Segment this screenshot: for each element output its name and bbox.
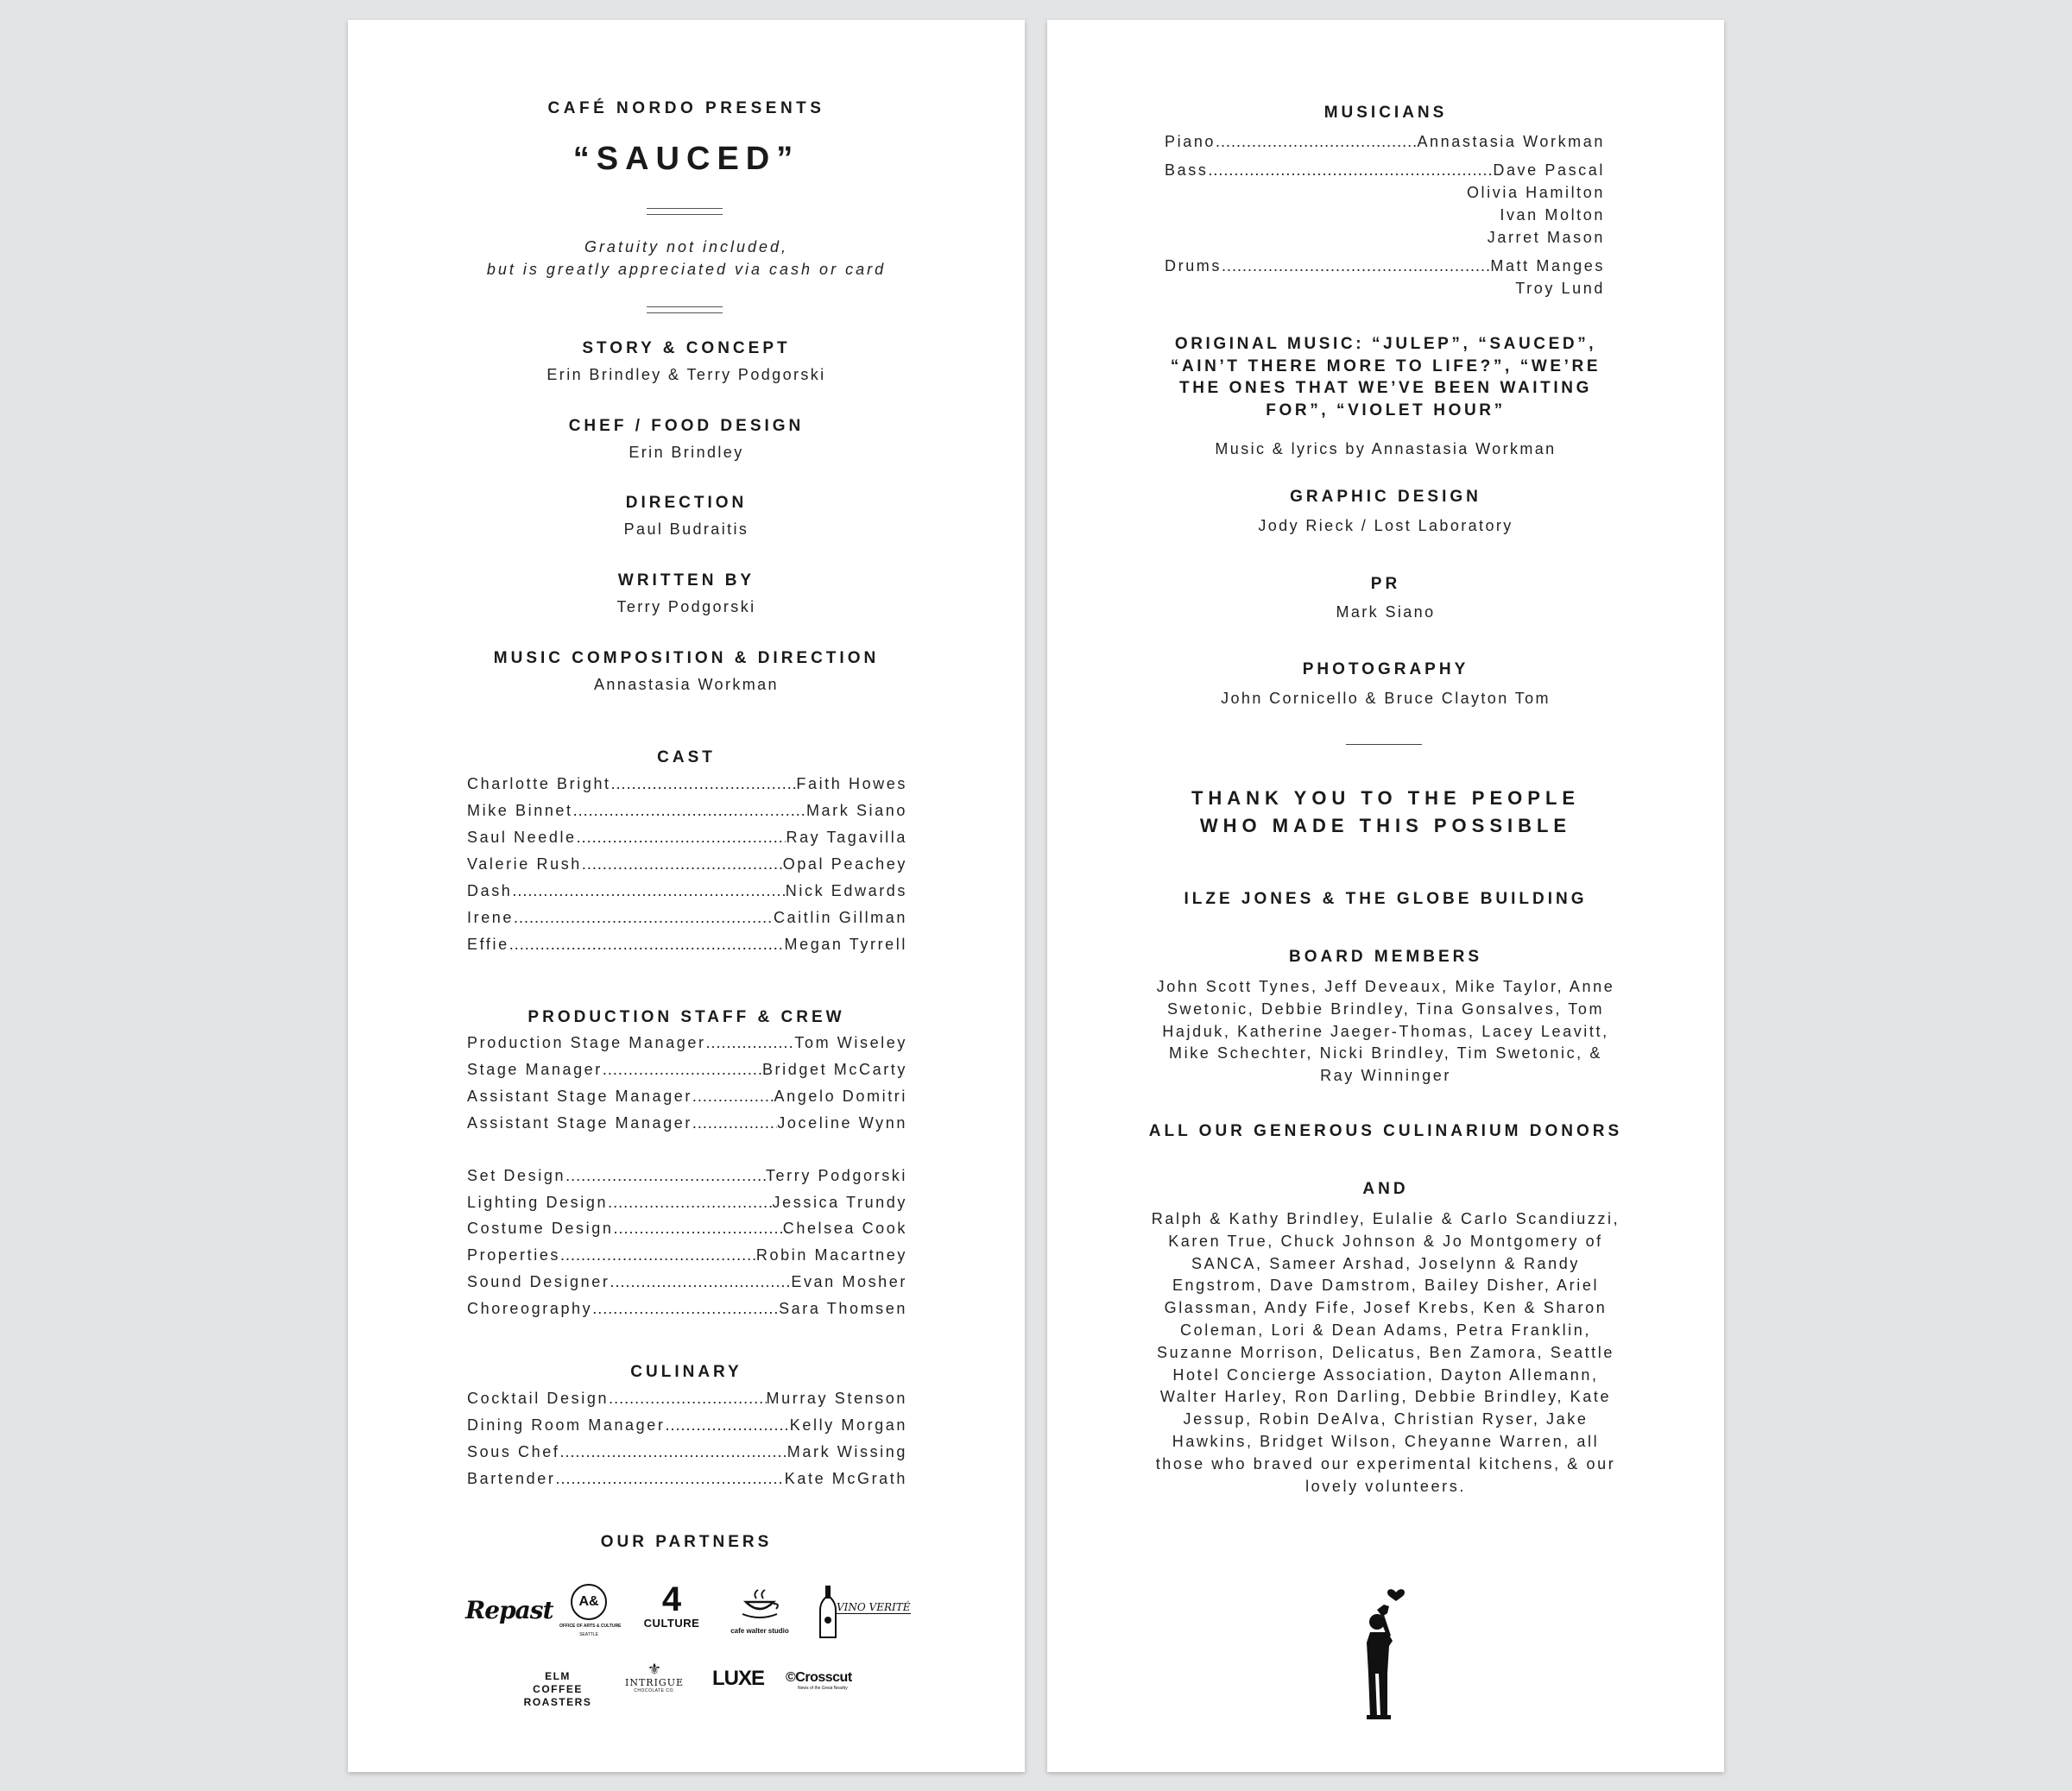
program-page-right bbox=[1047, 20, 1724, 1772]
design-row: Choreography ..... Sara Thomsen bbox=[467, 1300, 907, 1318]
cast-row: Valerie Rush ..... Opal Peachey bbox=[467, 855, 907, 873]
musician-name: Jarret Mason bbox=[1487, 229, 1605, 246]
donor-list: Ralph & Kathy Brindley, Eulalie & Carlo Scandiuzzi, Karen True, Chuck Johnson & Jo Montgomery of SANCA, Sameer Arshad, Joselynn & Randy Engstrom, Dave Damstrom, Bailey Disher, Ariel Glassman, Andy Fife, Josef Krebs, Ken & Sharon Coleman, Lori & Dean Adams, Petra Franklin, Suzanne Morrison, Delicatus, Ben Zamora, Seattle Hotel Concierge Association, Dayton Allemann, Walter Harley, Ron Darling, Debbie Brindley, Kate Jessup, Robin DeAlva, Christian Ryser, Jake Hawkins, Bridget Wilson, Cheyanne Warren, all those who braved our experimental kitchens, & our lovely volunteers. bbox=[1151, 1210, 1620, 1495]
arts-culture-logo: A& OFFICE OF ARTS & CULTURE SEATTLE bbox=[559, 1584, 618, 1655]
section-divider bbox=[1346, 744, 1422, 745]
design-row: Lighting Design ..... Jessica Trundy bbox=[467, 1194, 907, 1212]
cast-row: Effie ..... Megan Tyrrell bbox=[467, 936, 907, 954]
crosscut-mark-icon: © bbox=[786, 1670, 796, 1685]
partners-heading: OUR PARTNERS bbox=[600, 1533, 773, 1551]
drinking-man-silhouette-icon bbox=[1358, 1580, 1418, 1723]
elm-coffee-logo: ELM COFFEE ROASTERS bbox=[523, 1670, 592, 1708]
credit-heading: WRITTEN BY bbox=[617, 571, 755, 590]
crew-row: Assistant Stage Manager ..... Joceline Wynn bbox=[467, 1114, 907, 1132]
cafe-walter-logo: cafe walter studio bbox=[721, 1586, 799, 1643]
culinary-row: Bartender ..... Kate McGrath bbox=[467, 1470, 907, 1488]
musician-row: Piano ..... Annastasia Workman bbox=[1165, 133, 1605, 151]
coffee-cup-icon bbox=[737, 1586, 782, 1621]
credit-value: Terry Podgorski bbox=[616, 598, 756, 615]
cast-row: Saul Needle ..... Ray Tagavilla bbox=[467, 829, 907, 847]
culinary-row: Dining Room Manager ..... Kelly Morgan bbox=[467, 1416, 907, 1435]
musician-name: Troy Lund bbox=[1515, 280, 1605, 297]
thank-you-heading: THANK YOU TO THE PEOPLE WHO MADE THIS POSSIBLE bbox=[1191, 787, 1581, 836]
design-row: Sound Designer ..... Evan Mosher bbox=[467, 1273, 907, 1291]
photography-heading: PHOTOGRAPHY bbox=[1302, 660, 1469, 678]
original-music-heading: ORIGINAL MUSIC: “JULEP”, “SAUCED”, “AIN’T THERE MORE TO LIFE?”, “WE’RE THE ONES THAT WE’VE BEEN WAITING FOR”, “VIOLET HOUR” bbox=[1170, 335, 1601, 419]
design-row: Set Design ..... Terry Podgorski bbox=[467, 1167, 907, 1185]
gratuity-note-line-2: but is greatly appreciated via cash or card bbox=[486, 261, 887, 278]
musician-row: Bass ..... Dave Pascal bbox=[1165, 161, 1605, 180]
and-heading: AND bbox=[1362, 1180, 1409, 1198]
luxe-logo: LUXE bbox=[711, 1667, 764, 1690]
crew-row: Stage Manager ..... Bridget McCarty bbox=[467, 1061, 907, 1079]
pr-credit: Mark Siano bbox=[1336, 603, 1436, 621]
design-row: Costume Design ..... Chelsea Cook bbox=[467, 1220, 907, 1238]
pr-heading: PR bbox=[1370, 575, 1401, 593]
crew-row: Production Stage Manager ..... Tom Wiseley bbox=[467, 1034, 907, 1052]
cast-row: Dash ..... Nick Edwards bbox=[467, 882, 907, 900]
donors-heading: ALL OUR GENEROUS CULINARIUM DONORS bbox=[1148, 1122, 1623, 1140]
double-divider bbox=[647, 306, 723, 313]
gratuity-note-line-1: Gratuity not included, bbox=[584, 238, 789, 255]
repast-logo: Repast bbox=[465, 1596, 553, 1624]
musician-row: Drums ..... Matt Manges bbox=[1165, 257, 1605, 275]
cast-heading: CAST bbox=[657, 748, 716, 766]
vino-verite-logo: VINO VERITÉ bbox=[811, 1586, 906, 1646]
cast-row: Irene ..... Caitlin Gillman bbox=[467, 909, 907, 927]
globe-building-heading: ILZE JONES & THE GLOBE BUILDING bbox=[1184, 890, 1588, 908]
presents-line: CAFÉ NORDO PRESENTS bbox=[547, 99, 825, 117]
musician-name: Ivan Molton bbox=[1500, 206, 1605, 224]
double-divider bbox=[647, 208, 723, 215]
cast-row: Charlotte Bright ..... Faith Howes bbox=[467, 775, 907, 793]
credit-value: Erin Brindley bbox=[629, 444, 744, 461]
program-page-left bbox=[348, 20, 1025, 1772]
credit-heading: CHEF / FOOD DESIGN bbox=[568, 417, 805, 435]
4culture-logo: 4 CULTURE bbox=[643, 1580, 700, 1630]
musicians-heading: MUSICIANS bbox=[1323, 104, 1448, 122]
musician-name: Olivia Hamilton bbox=[1466, 184, 1605, 201]
show-title: “SAUCED” bbox=[572, 141, 800, 177]
crosscut-logo: ©Crosscut News of the Great Nearby bbox=[786, 1670, 852, 1691]
culinary-heading: CULINARY bbox=[630, 1363, 742, 1381]
credit-heading: DIRECTION bbox=[625, 494, 748, 512]
board-members-list: John Scott Tynes, Jeff Deveaux, Mike Taylor, Anne Swetonic, Debbie Brindley, Tina Gonsalves, Tom Hajduk, Katherine Jaeger-Thomas, Lacey Leavitt, Mike Schechter, Nicki Brindley, Tim Swetonic, & Ray Winninger bbox=[1156, 978, 1615, 1085]
graphic-design-heading: GRAPHIC DESIGN bbox=[1290, 488, 1481, 506]
credit-value: Erin Brindley & Terry Podgorski bbox=[546, 366, 826, 383]
music-lyrics-credit: Music & lyrics by Annastasia Workman bbox=[1215, 440, 1557, 457]
intrigue-logo: ⚜ INTRIGUE CHOCOLATE CO. bbox=[624, 1661, 685, 1693]
credit-value: Paul Budraitis bbox=[623, 520, 749, 538]
board-members-heading: BOARD MEMBERS bbox=[1288, 948, 1483, 966]
culinary-row: Sous Chef ..... Mark Wissing bbox=[467, 1443, 907, 1461]
credit-value: Annastasia Workman bbox=[594, 676, 779, 693]
culinary-row: Cocktail Design ..... Murray Stenson bbox=[467, 1390, 907, 1408]
credit-heading: MUSIC COMPOSITION & DIRECTION bbox=[493, 649, 880, 667]
credit-heading: STORY & CONCEPT bbox=[582, 339, 791, 357]
wine-bottle-icon bbox=[818, 1586, 838, 1643]
design-row: Properties ..... Robin Macartney bbox=[467, 1246, 907, 1264]
cast-row: Mike Binnet ..... Mark Siano bbox=[467, 802, 907, 820]
graphic-design-credit: Jody Rieck / Lost Laboratory bbox=[1258, 517, 1513, 534]
crew-row: Assistant Stage Manager ..... Angelo Domitri bbox=[467, 1088, 907, 1106]
crew-heading: PRODUCTION STAFF & CREW bbox=[527, 1008, 845, 1026]
photography-credit: John Cornicello & Bruce Clayton Tom bbox=[1221, 690, 1551, 707]
